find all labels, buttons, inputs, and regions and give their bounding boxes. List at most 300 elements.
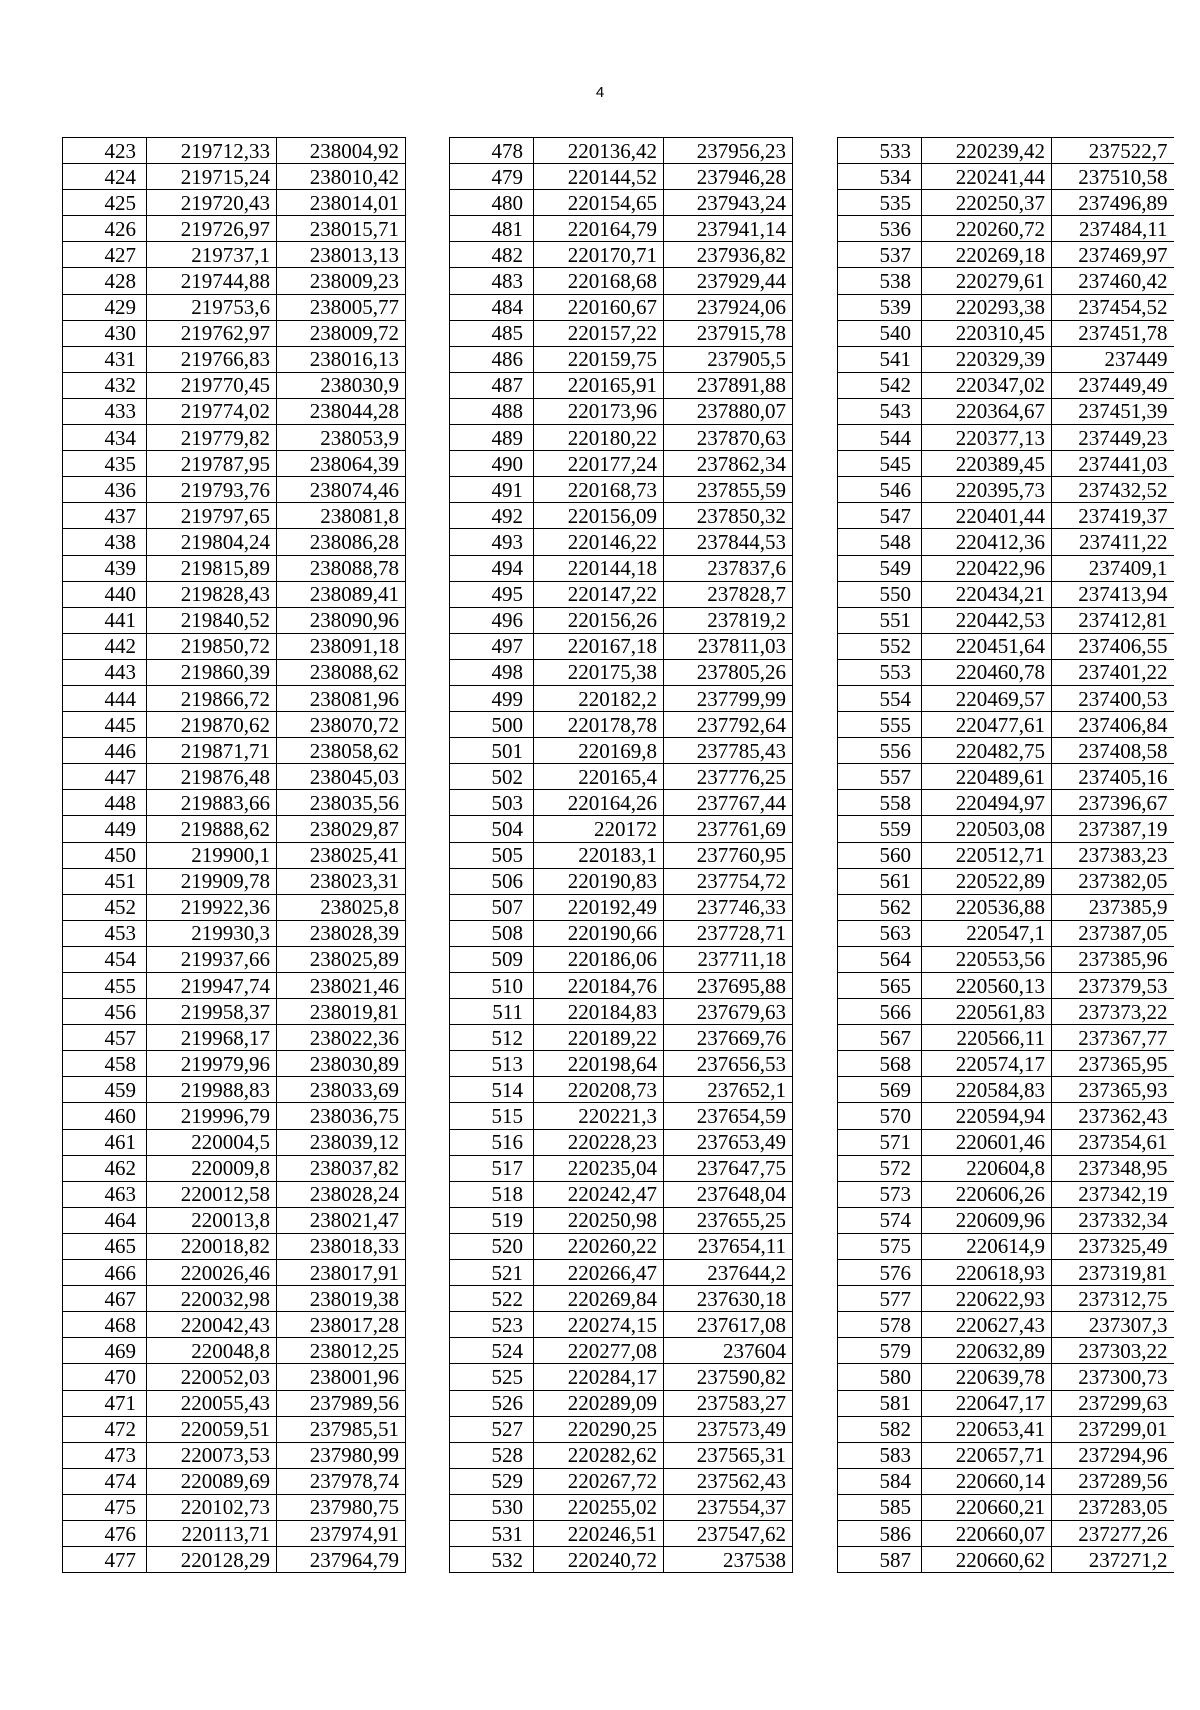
y-coordinate-cell: 238030,89: [277, 1051, 406, 1077]
y-coordinate-cell: 238081,96: [277, 685, 406, 711]
y-coordinate-cell: 237989,56: [277, 1390, 406, 1416]
point-number-cell: 469: [63, 1338, 147, 1364]
x-coordinate-cell: 220618,93: [922, 1260, 1052, 1286]
x-coordinate-cell: 220147,22: [534, 581, 664, 607]
table-row: [838, 1286, 1174, 1312]
point-number-cell: 475: [63, 1494, 147, 1520]
point-number-cell: 551: [838, 607, 922, 633]
point-number-cell: 461: [63, 1129, 147, 1155]
table-row: [450, 503, 793, 529]
x-coordinate-cell: 220059,51: [147, 1416, 277, 1442]
point-number-cell: 474: [63, 1468, 147, 1494]
point-number-cell: 489: [450, 425, 534, 451]
table-row: [63, 1494, 406, 1520]
table-row: [450, 685, 793, 711]
x-coordinate-cell: 220208,73: [534, 1077, 664, 1103]
table-row: [450, 790, 793, 816]
table-row: [63, 1260, 406, 1286]
point-number-cell: 525: [450, 1364, 534, 1390]
y-coordinate-cell: 237850,32: [664, 503, 793, 529]
x-coordinate-cell: 219726,97: [147, 216, 277, 242]
table-row: [450, 190, 793, 216]
table-row: [838, 712, 1174, 738]
page-number: 4: [595, 84, 605, 101]
table-row: [63, 1312, 406, 1338]
y-coordinate-cell: 237307,3: [1052, 1312, 1174, 1338]
x-coordinate-cell: 220622,93: [922, 1286, 1052, 1312]
x-coordinate-cell: 220164,79: [534, 216, 664, 242]
table-row: [450, 451, 793, 477]
point-number-cell: 495: [450, 581, 534, 607]
y-coordinate-cell: 237554,37: [664, 1494, 793, 1520]
x-coordinate-cell: 220451,64: [922, 633, 1052, 659]
table-row: [450, 1338, 793, 1364]
table-row: [63, 451, 406, 477]
point-number-cell: 581: [838, 1390, 922, 1416]
table-row: [838, 1312, 1174, 1338]
point-number-cell: 568: [838, 1051, 922, 1077]
x-coordinate-cell: 220293,38: [922, 294, 1052, 320]
point-number-cell: 460: [63, 1103, 147, 1129]
table-row: [63, 372, 406, 398]
y-coordinate-cell: 237449,49: [1052, 372, 1174, 398]
point-number-cell: 455: [63, 973, 147, 999]
x-coordinate-cell: 220164,26: [534, 790, 664, 816]
table-row: [450, 868, 793, 894]
point-number-cell: 437: [63, 503, 147, 529]
y-coordinate-cell: 237406,55: [1052, 633, 1174, 659]
table-row: [450, 372, 793, 398]
y-coordinate-cell: 238029,87: [277, 816, 406, 842]
x-coordinate-cell: 219715,24: [147, 164, 277, 190]
x-coordinate-cell: 220189,22: [534, 1025, 664, 1051]
point-number-cell: 445: [63, 712, 147, 738]
table-row: [450, 268, 793, 294]
point-number-cell: 547: [838, 503, 922, 529]
x-coordinate-cell: 220246,51: [534, 1520, 664, 1546]
y-coordinate-cell: 237299,63: [1052, 1390, 1174, 1416]
x-coordinate-cell: 220241,44: [922, 164, 1052, 190]
table-row: [838, 973, 1174, 999]
point-number-cell: 496: [450, 607, 534, 633]
x-coordinate-cell: 220377,13: [922, 425, 1052, 451]
x-coordinate-cell: 220329,39: [922, 346, 1052, 372]
table-row: [838, 294, 1174, 320]
table-row: [838, 1364, 1174, 1390]
y-coordinate-cell: 237617,08: [664, 1312, 793, 1338]
point-number-cell: 530: [450, 1494, 534, 1520]
table-row: [450, 1233, 793, 1259]
x-coordinate-cell: 219753,6: [147, 294, 277, 320]
table-row: [838, 1494, 1174, 1520]
table-row: [450, 1442, 793, 1468]
table-row: [450, 764, 793, 790]
y-coordinate-cell: 237319,81: [1052, 1260, 1174, 1286]
table-row: [63, 894, 406, 920]
x-coordinate-cell: 220284,17: [534, 1364, 664, 1390]
y-coordinate-cell: 238045,03: [277, 764, 406, 790]
x-coordinate-cell: 219996,79: [147, 1103, 277, 1129]
x-coordinate-cell: 220639,78: [922, 1364, 1052, 1390]
y-coordinate-cell: 237929,44: [664, 268, 793, 294]
x-coordinate-cell: 220146,22: [534, 529, 664, 555]
x-coordinate-cell: 220165,91: [534, 372, 664, 398]
y-coordinate-cell: 237880,07: [664, 398, 793, 424]
point-number-cell: 434: [63, 425, 147, 451]
point-number-cell: 450: [63, 842, 147, 868]
x-coordinate-cell: 220160,67: [534, 294, 664, 320]
y-coordinate-cell: 237365,93: [1052, 1077, 1174, 1103]
point-number-cell: 452: [63, 894, 147, 920]
y-coordinate-cell: 238028,39: [277, 920, 406, 946]
point-number-cell: 458: [63, 1051, 147, 1077]
x-coordinate-cell: 220269,18: [922, 242, 1052, 268]
y-coordinate-cell: 237767,44: [664, 790, 793, 816]
point-number-cell: 502: [450, 764, 534, 790]
point-number-cell: 482: [450, 242, 534, 268]
y-coordinate-cell: 238009,23: [277, 268, 406, 294]
x-coordinate-cell: 219744,88: [147, 268, 277, 294]
y-coordinate-cell: 238021,47: [277, 1207, 406, 1233]
table-row: [63, 346, 406, 372]
y-coordinate-cell: 238014,01: [277, 190, 406, 216]
point-number-cell: 522: [450, 1286, 534, 1312]
y-coordinate-cell: 238015,71: [277, 216, 406, 242]
point-number-cell: 487: [450, 372, 534, 398]
table-row: [450, 712, 793, 738]
y-coordinate-cell: 237449: [1052, 346, 1174, 372]
x-coordinate-cell: 220560,13: [922, 973, 1052, 999]
point-number-cell: 465: [63, 1233, 147, 1259]
table-row: [63, 659, 406, 685]
table-row: [838, 1103, 1174, 1129]
point-number-cell: 448: [63, 790, 147, 816]
table-row: [838, 372, 1174, 398]
y-coordinate-cell: 237538: [664, 1547, 793, 1573]
y-coordinate-cell: 237405,16: [1052, 764, 1174, 790]
y-coordinate-cell: 237819,2: [664, 607, 793, 633]
y-coordinate-cell: 237862,34: [664, 451, 793, 477]
y-coordinate-cell: 237604: [664, 1338, 793, 1364]
x-coordinate-cell: 220177,24: [534, 451, 664, 477]
point-number-cell: 578: [838, 1312, 922, 1338]
point-number-cell: 515: [450, 1103, 534, 1129]
point-number-cell: 429: [63, 294, 147, 320]
x-coordinate-cell: 220290,25: [534, 1416, 664, 1442]
y-coordinate-cell: 237294,96: [1052, 1442, 1174, 1468]
x-coordinate-cell: 220609,96: [922, 1207, 1052, 1233]
y-coordinate-cell: 238058,62: [277, 738, 406, 764]
x-coordinate-cell: 220660,07: [922, 1520, 1052, 1546]
table-row: [63, 138, 406, 164]
table-row: [63, 1129, 406, 1155]
x-coordinate-cell: 220221,3: [534, 1103, 664, 1129]
table-row: [450, 738, 793, 764]
x-coordinate-cell: 219871,71: [147, 738, 277, 764]
point-number-cell: 569: [838, 1077, 922, 1103]
point-number-cell: 528: [450, 1442, 534, 1468]
table-row: [838, 529, 1174, 555]
table-row: [63, 1520, 406, 1546]
table-row: [838, 346, 1174, 372]
y-coordinate-cell: 237383,23: [1052, 842, 1174, 868]
point-number-cell: 583: [838, 1442, 922, 1468]
x-coordinate-cell: 220113,71: [147, 1520, 277, 1546]
y-coordinate-cell: 237379,53: [1052, 973, 1174, 999]
x-coordinate-cell: 219793,76: [147, 477, 277, 503]
point-number-cell: 485: [450, 320, 534, 346]
y-coordinate-cell: 237303,22: [1052, 1338, 1174, 1364]
table-row: [63, 555, 406, 581]
x-coordinate-cell: 220277,08: [534, 1338, 664, 1364]
table-row: [838, 1547, 1174, 1573]
table-row: [450, 1494, 793, 1520]
table-row: [838, 894, 1174, 920]
y-coordinate-cell: 237915,78: [664, 320, 793, 346]
x-coordinate-cell: 219883,66: [147, 790, 277, 816]
x-coordinate-cell: 220503,08: [922, 816, 1052, 842]
y-coordinate-cell: 237974,91: [277, 1520, 406, 1546]
x-coordinate-cell: 220159,75: [534, 346, 664, 372]
x-coordinate-cell: 219720,43: [147, 190, 277, 216]
x-coordinate-cell: 220175,38: [534, 659, 664, 685]
point-number-cell: 505: [450, 842, 534, 868]
y-coordinate-cell: 238088,78: [277, 555, 406, 581]
x-coordinate-cell: 220469,57: [922, 685, 1052, 711]
table-row: [63, 1077, 406, 1103]
point-number-cell: 577: [838, 1286, 922, 1312]
y-coordinate-cell: 237385,96: [1052, 946, 1174, 972]
point-number-cell: 453: [63, 920, 147, 946]
table-row: [63, 1207, 406, 1233]
y-coordinate-cell: 237396,67: [1052, 790, 1174, 816]
table-row: [63, 398, 406, 424]
point-number-cell: 447: [63, 764, 147, 790]
x-coordinate-cell: 220460,78: [922, 659, 1052, 685]
y-coordinate-cell: 237728,71: [664, 920, 793, 946]
point-number-cell: 580: [838, 1364, 922, 1390]
x-coordinate-cell: 220004,5: [147, 1129, 277, 1155]
x-coordinate-cell: 219787,95: [147, 451, 277, 477]
point-number-cell: 481: [450, 216, 534, 242]
y-coordinate-cell: 237408,58: [1052, 738, 1174, 764]
x-coordinate-cell: 220477,61: [922, 712, 1052, 738]
point-number-cell: 544: [838, 425, 922, 451]
point-number-cell: 424: [63, 164, 147, 190]
x-coordinate-cell: 219762,97: [147, 320, 277, 346]
table-row: [450, 529, 793, 555]
table-row: [450, 138, 793, 164]
y-coordinate-cell: 238074,46: [277, 477, 406, 503]
point-number-cell: 561: [838, 868, 922, 894]
table-row: [450, 1364, 793, 1390]
table-row: [450, 1051, 793, 1077]
y-coordinate-cell: 238081,8: [277, 503, 406, 529]
x-coordinate-cell: 219770,45: [147, 372, 277, 398]
table-row: [450, 398, 793, 424]
table-row: [838, 764, 1174, 790]
x-coordinate-cell: 220182,2: [534, 685, 664, 711]
table-row: [450, 1312, 793, 1338]
table-row: [63, 920, 406, 946]
point-number-cell: 586: [838, 1520, 922, 1546]
point-number-cell: 472: [63, 1416, 147, 1442]
y-coordinate-cell: 237905,5: [664, 346, 793, 372]
y-coordinate-cell: 238091,18: [277, 633, 406, 659]
x-coordinate-cell: 220144,52: [534, 164, 664, 190]
table-row: [450, 973, 793, 999]
point-number-cell: 548: [838, 529, 922, 555]
point-number-cell: 560: [838, 842, 922, 868]
y-coordinate-cell: 237654,11: [664, 1233, 793, 1259]
point-number-cell: 500: [450, 712, 534, 738]
y-coordinate-cell: 237547,62: [664, 1520, 793, 1546]
x-coordinate-cell: 219876,48: [147, 764, 277, 790]
x-coordinate-cell: 219909,78: [147, 868, 277, 894]
table-row: [63, 425, 406, 451]
x-coordinate-cell: 220180,22: [534, 425, 664, 451]
x-coordinate-cell: 220422,96: [922, 555, 1052, 581]
x-coordinate-cell: 219779,82: [147, 425, 277, 451]
point-number-cell: 473: [63, 1442, 147, 1468]
table-row: [63, 1468, 406, 1494]
x-coordinate-cell: 220013,8: [147, 1207, 277, 1233]
y-coordinate-cell: 237946,28: [664, 164, 793, 190]
table-row: [63, 790, 406, 816]
point-number-cell: 484: [450, 294, 534, 320]
table-row: [450, 1547, 793, 1573]
y-coordinate-cell: 238044,28: [277, 398, 406, 424]
table-row: [838, 1233, 1174, 1259]
table-row: [450, 1416, 793, 1442]
point-number-cell: 532: [450, 1547, 534, 1573]
y-coordinate-cell: 237271,2: [1052, 1547, 1174, 1573]
y-coordinate-cell: 237679,63: [664, 999, 793, 1025]
y-coordinate-cell: 237828,7: [664, 581, 793, 607]
table-row: [63, 712, 406, 738]
y-coordinate-cell: 237760,95: [664, 842, 793, 868]
y-coordinate-cell: 238017,28: [277, 1312, 406, 1338]
point-number-cell: 456: [63, 999, 147, 1025]
table-row: [450, 659, 793, 685]
table-row: [838, 1155, 1174, 1181]
point-number-cell: 492: [450, 503, 534, 529]
point-number-cell: 438: [63, 529, 147, 555]
point-number-cell: 486: [450, 346, 534, 372]
y-coordinate-cell: 237510,58: [1052, 164, 1174, 190]
point-number-cell: 565: [838, 973, 922, 999]
x-coordinate-cell: 220186,06: [534, 946, 664, 972]
x-coordinate-cell: 219988,83: [147, 1077, 277, 1103]
point-number-cell: 575: [838, 1233, 922, 1259]
x-coordinate-cell: 219766,83: [147, 346, 277, 372]
table-row: [63, 1181, 406, 1207]
y-coordinate-cell: 237400,53: [1052, 685, 1174, 711]
y-coordinate-cell: 237653,49: [664, 1129, 793, 1155]
table-row: [450, 816, 793, 842]
point-number-cell: 493: [450, 529, 534, 555]
y-coordinate-cell: 237562,43: [664, 1468, 793, 1494]
y-coordinate-cell: 238053,9: [277, 425, 406, 451]
x-coordinate-cell: 220566,11: [922, 1025, 1052, 1051]
table-row: [450, 216, 793, 242]
point-number-cell: 519: [450, 1207, 534, 1233]
x-coordinate-cell: 220482,75: [922, 738, 1052, 764]
point-number-cell: 431: [63, 346, 147, 372]
x-coordinate-cell: 220168,73: [534, 477, 664, 503]
y-coordinate-cell: 237695,88: [664, 973, 793, 999]
table-row: [838, 164, 1174, 190]
y-coordinate-cell: 238025,89: [277, 946, 406, 972]
x-coordinate-cell: 219968,17: [147, 1025, 277, 1051]
y-coordinate-cell: 237644,2: [664, 1260, 793, 1286]
table-row: [838, 1051, 1174, 1077]
table-row: [838, 738, 1174, 764]
point-number-cell: 546: [838, 477, 922, 503]
table-row: [450, 320, 793, 346]
y-coordinate-cell: 237354,61: [1052, 1129, 1174, 1155]
table-row: [838, 1338, 1174, 1364]
point-number-cell: 527: [450, 1416, 534, 1442]
table-row: [838, 1468, 1174, 1494]
table-row: [838, 451, 1174, 477]
table-row: [63, 1155, 406, 1181]
y-coordinate-cell: 237365,95: [1052, 1051, 1174, 1077]
point-number-cell: 436: [63, 477, 147, 503]
x-coordinate-cell: 220156,26: [534, 607, 664, 633]
x-coordinate-cell: 220255,02: [534, 1494, 664, 1520]
x-coordinate-cell: 220018,82: [147, 1233, 277, 1259]
y-coordinate-cell: 237837,6: [664, 555, 793, 581]
point-number-cell: 483: [450, 268, 534, 294]
y-coordinate-cell: 237277,26: [1052, 1520, 1174, 1546]
point-number-cell: 508: [450, 920, 534, 946]
point-number-cell: 520: [450, 1233, 534, 1259]
y-coordinate-cell: 237325,49: [1052, 1233, 1174, 1259]
point-number-cell: 524: [450, 1338, 534, 1364]
table-row: [838, 581, 1174, 607]
y-coordinate-cell: 237387,05: [1052, 920, 1174, 946]
point-number-cell: 523: [450, 1312, 534, 1338]
table-row: [63, 607, 406, 633]
point-number-cell: 563: [838, 920, 922, 946]
x-coordinate-cell: 220653,41: [922, 1416, 1052, 1442]
point-number-cell: 536: [838, 216, 922, 242]
x-coordinate-cell: 220012,58: [147, 1181, 277, 1207]
point-number-cell: 516: [450, 1129, 534, 1155]
point-number-cell: 457: [63, 1025, 147, 1051]
point-number-cell: 509: [450, 946, 534, 972]
point-number-cell: 478: [450, 138, 534, 164]
y-coordinate-cell: 237387,19: [1052, 816, 1174, 842]
y-coordinate-cell: 238010,42: [277, 164, 406, 190]
x-coordinate-cell: 220178,78: [534, 712, 664, 738]
y-coordinate-cell: 238019,38: [277, 1286, 406, 1312]
coordinates-table-3: [837, 137, 1174, 1573]
y-coordinate-cell: 238086,28: [277, 529, 406, 555]
point-number-cell: 476: [63, 1520, 147, 1546]
table-row: [63, 946, 406, 972]
y-coordinate-cell: 237362,43: [1052, 1103, 1174, 1129]
x-coordinate-cell: 220172: [534, 816, 664, 842]
table-row: [838, 242, 1174, 268]
table-row: [63, 294, 406, 320]
point-number-cell: 435: [63, 451, 147, 477]
table-row: [63, 738, 406, 764]
x-coordinate-cell: 220184,83: [534, 999, 664, 1025]
y-coordinate-cell: 237283,05: [1052, 1494, 1174, 1520]
x-coordinate-cell: 220157,22: [534, 320, 664, 346]
